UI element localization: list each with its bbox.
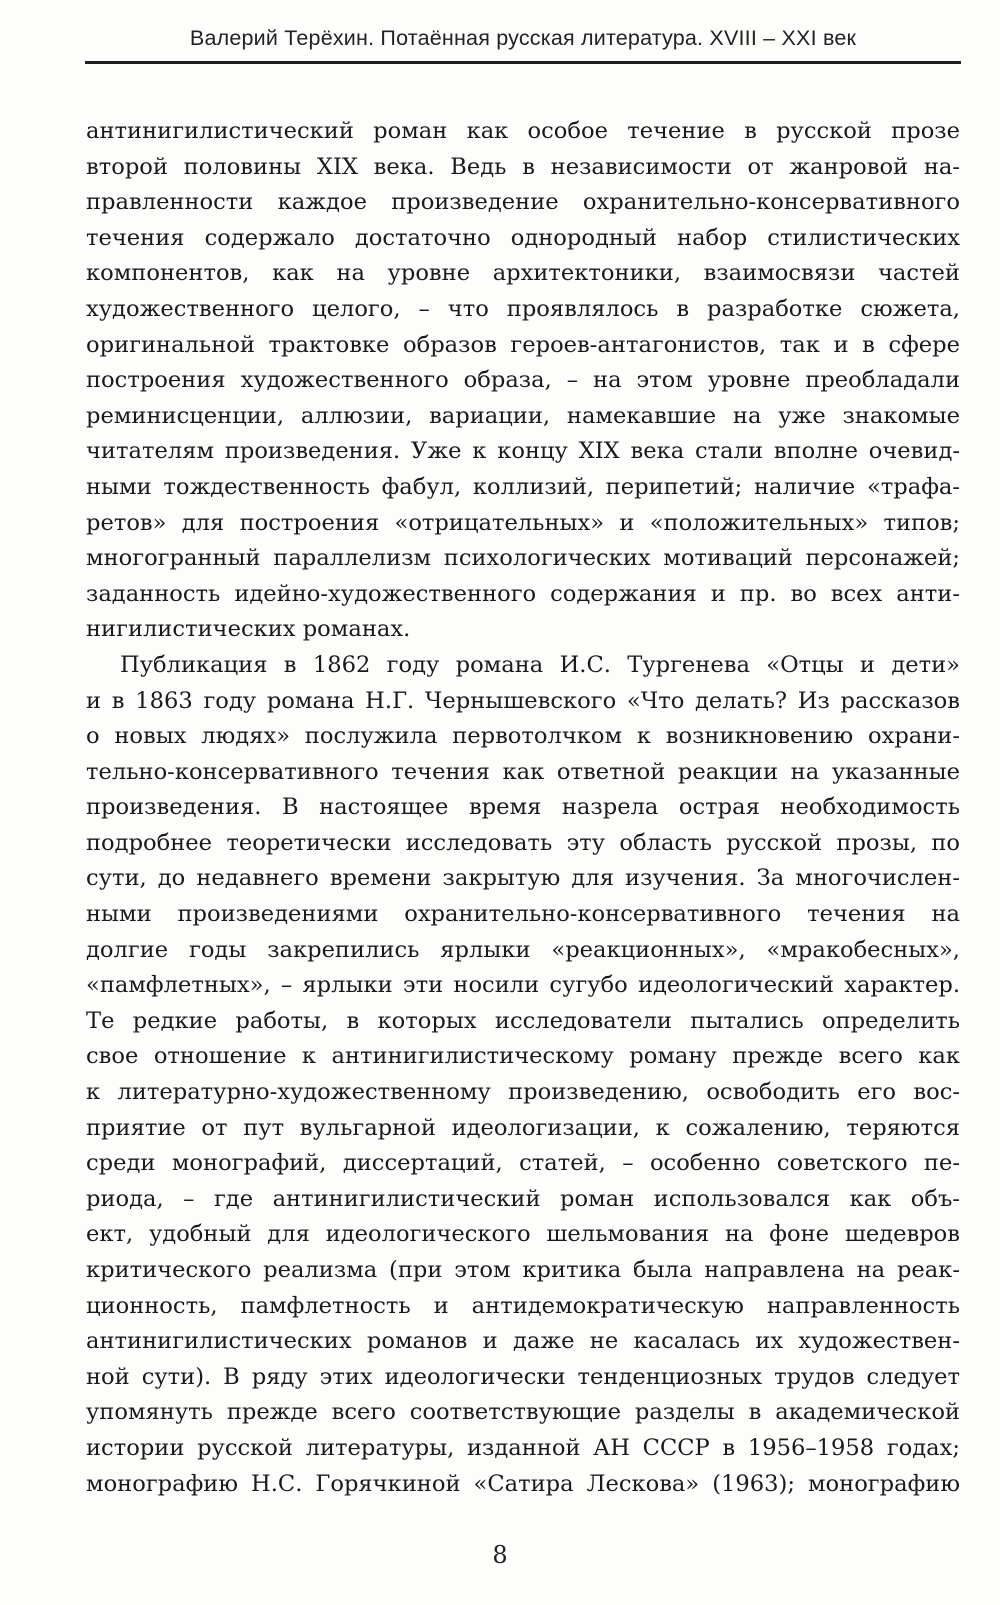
text-line: оригинальной трактовке образов героев-антагонистов, так и в сфере (86, 331, 960, 358)
text-line: ретов» для построения «отрицательных» и «положительных» типов; (86, 509, 960, 536)
paragraph-1 (86, 114, 960, 648)
text-line: ционность, памфлетность и антидемократическую направленность (86, 1292, 960, 1319)
text-line: художественного целого, – что проявлялось в разработке сюжета, (86, 295, 960, 322)
text-line: антинигилистических романов и даже не касалась их художествен- (86, 1328, 960, 1355)
text-line: ект, удобный для идеологического шельмования на фоне шедевров (86, 1221, 960, 1248)
text-line: подробнее теоретически исследовать эту область русской прозы, по (86, 829, 960, 856)
text-line: построения художественного образа, – на этом уровне преобладали (86, 367, 960, 394)
text-line: к литературно-художественному произведению, освободить его вос- (86, 1079, 960, 1106)
text-line: монографию Н.С. Горячкиной «Сатира Лескова» (1963); монографию (86, 1470, 960, 1497)
text-line: о новых людях» послужила первотолчком к возникновению охрани- (86, 723, 960, 750)
text-line: ными тождественность фабул, коллизий, перипетий; наличие «трафа- (86, 473, 960, 500)
text-line: ными произведениями охранительно-консервативного течения на (86, 901, 960, 928)
text-line: и в 1863 году романа Н.Г. Чернышевского «Что делать? Из рассказов (86, 687, 960, 714)
text-line: компонентов, как на уровне архитектоники, взаимосвязи частей (86, 260, 960, 287)
text-line: произведения. В настоящее время назрела острая необходимость (86, 794, 960, 821)
text-line: читателям произведения. Уже к концу XIX века стали вполне очевид- (86, 438, 960, 465)
running-title: Валерий Терёхин. Потаённая русская литература. XVIII – XXI век (189, 26, 857, 50)
text-line: Те редкие работы, в которых исследователи пытались определить (86, 1007, 960, 1034)
text-line: заданность идейно-художественного содержания и пр. во всех анти- (86, 580, 960, 607)
text-line: тельно-консервативного течения как ответной реакции на указанные (86, 758, 960, 785)
text-line: истории русской литературы, изданной АН СССР в 1956–1958 годах; (86, 1434, 960, 1461)
text-line: критического реализма (при этом критика была направлена на реак- (86, 1257, 960, 1283)
text-line: нигилистических романах. (86, 616, 411, 643)
body-text (86, 114, 960, 1502)
text-line: Публикация в 1862 году романа И.С. Тургенева «Отцы и дети» (120, 651, 960, 678)
text-line: течения содержало достаточно однородный набор стилистических (86, 224, 960, 251)
page-number: 8 (492, 1541, 508, 1569)
header-rule (85, 61, 961, 64)
text-line: приятие от пут вульгарной идеологизации, к сожалению, теряются (86, 1114, 960, 1141)
text-line: многогранный параллелизм психологических мотиваций персонажей; (86, 545, 960, 572)
text-line: сути, до недавнего времени закрытую для изучения. За многочислен- (86, 865, 960, 892)
text-line: свое отношение к антинигилистическому роману прежде всего как (86, 1043, 960, 1070)
text-line: второй половины XIX века. Ведь в независимости от жанровой на- (86, 153, 960, 180)
text-line: риода, – где антинигилистический роман использовался как объ- (86, 1185, 960, 1212)
text-line: долгие годы закрепились ярлыки «реакционных», «мракобесных», (86, 936, 960, 963)
text-line: «памфлетных», – ярлыки эти носили сугубо идеологический характер. (86, 972, 960, 999)
text-line: ной сути). В ряду этих идеологически тенденциозных трудов следует (86, 1363, 960, 1390)
text-line: реминисценции, аллюзии, вариации, намекавшие на уже знакомые (86, 402, 960, 429)
text-line: антинигилистический роман как особое течение в русской прозе (86, 118, 960, 144)
text-line: среди монографий, диссертаций, статей, – особенно советского пе- (86, 1150, 960, 1177)
text-line: упомянуть прежде всего соответствующие разделы в академической (86, 1399, 960, 1426)
text-line: правленности каждое произведение охранительно-консервативного (86, 189, 960, 216)
paragraph-2 (86, 648, 960, 1502)
